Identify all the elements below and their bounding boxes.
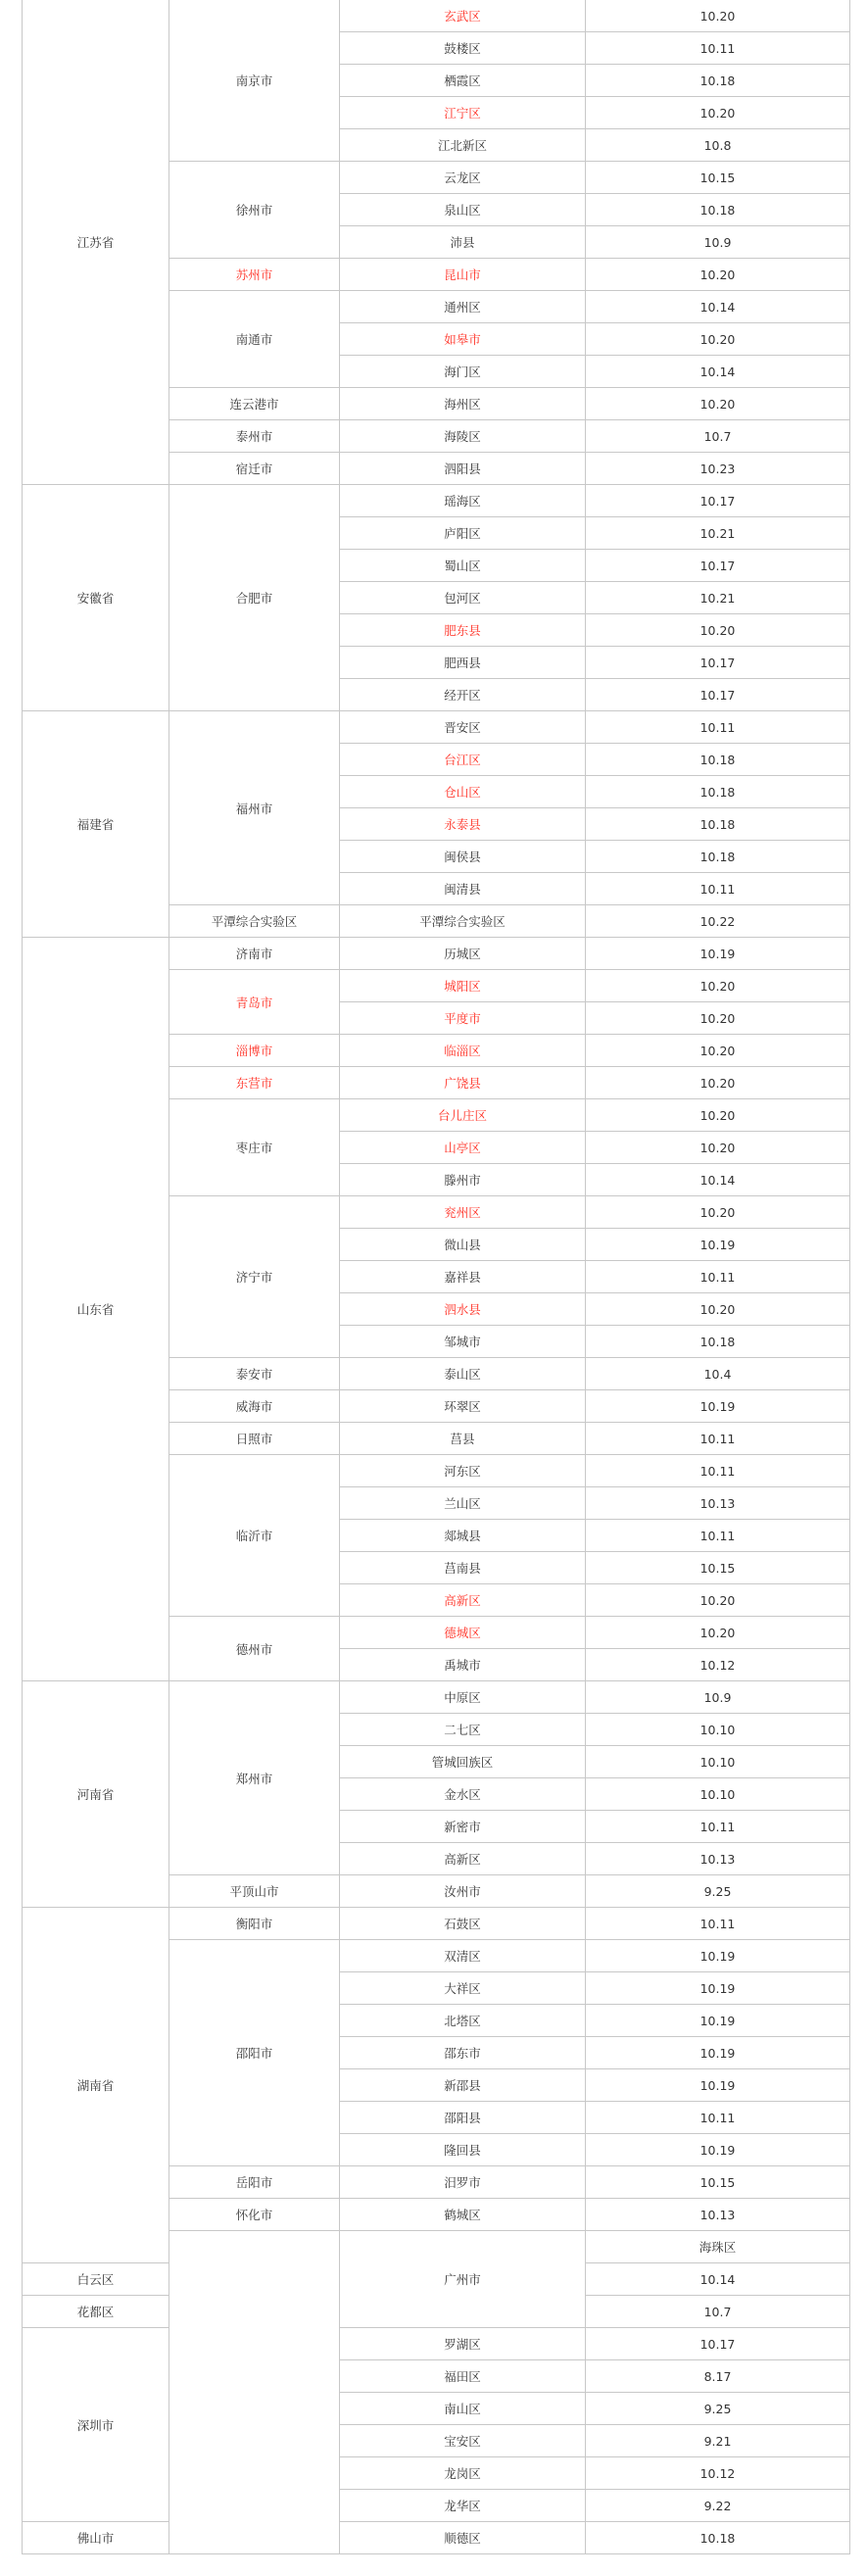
date-cell: 10.10 xyxy=(586,1714,850,1746)
date-cell: 10.14 xyxy=(586,2263,850,2296)
district-cell: 河东区 xyxy=(340,1455,586,1487)
city-cell: 怀化市 xyxy=(169,2199,340,2231)
date-cell: 10.19 xyxy=(586,1390,850,1423)
city-cell: 枣庄市 xyxy=(169,1099,340,1196)
table-row xyxy=(23,2522,850,2554)
city-cell: 广州市 xyxy=(340,2231,586,2328)
district-cell: 历城区 xyxy=(340,938,586,970)
district-cell: 江宁区 xyxy=(340,97,586,129)
city-cell: 苏州市 xyxy=(169,259,340,291)
district-cell: 管城回族区 xyxy=(340,1746,586,1778)
district-cell: 嘉祥县 xyxy=(340,1261,586,1293)
date-cell: 10.20 xyxy=(586,97,850,129)
district-cell: 莒县 xyxy=(340,1423,586,1455)
district-cell: 玄武区 xyxy=(340,0,586,32)
date-cell: 10.19 xyxy=(586,938,850,970)
province-cell: 安徽省 xyxy=(23,485,169,711)
district-cell: 郯城县 xyxy=(340,1520,586,1552)
district-cell: 顺德区 xyxy=(340,2522,586,2554)
district-cell: 庐阳区 xyxy=(340,517,586,550)
city-cell: 岳阳市 xyxy=(169,2166,340,2199)
city-cell: 南京市 xyxy=(169,0,340,162)
date-cell: 10.17 xyxy=(586,485,850,517)
province-cell: 江苏省 xyxy=(23,0,169,485)
district-cell: 包河区 xyxy=(340,582,586,614)
table-row xyxy=(23,938,850,970)
city-cell: 日照市 xyxy=(169,1423,340,1455)
date-cell: 10.11 xyxy=(586,873,850,905)
date-cell: 10.11 xyxy=(586,1261,850,1293)
district-cell: 蜀山区 xyxy=(340,550,586,582)
district-cell: 环翠区 xyxy=(340,1390,586,1423)
table-row xyxy=(23,1908,850,1940)
city-cell: 青岛市 xyxy=(169,970,340,1035)
district-cell: 闽清县 xyxy=(340,873,586,905)
district-cell: 高新区 xyxy=(340,1584,586,1617)
district-cell: 沛县 xyxy=(340,226,586,259)
date-cell: 10.11 xyxy=(586,32,850,65)
date-cell: 10.9 xyxy=(586,1681,850,1714)
province-cell: 湖南省 xyxy=(23,1908,169,2263)
date-cell: 10.18 xyxy=(586,808,850,841)
date-cell: 10.11 xyxy=(586,1520,850,1552)
district-cell: 龙岗区 xyxy=(340,2457,586,2490)
date-cell: 10.10 xyxy=(586,1746,850,1778)
district-cell: 莒南县 xyxy=(340,1552,586,1584)
district-cell: 滕州市 xyxy=(340,1164,586,1196)
date-cell: 10.11 xyxy=(586,711,850,744)
date-cell: 10.19 xyxy=(586,2037,850,2069)
date-cell: 10.18 xyxy=(586,744,850,776)
date-cell: 10.8 xyxy=(586,129,850,162)
date-cell: 10.23 xyxy=(586,453,850,485)
city-cell: 邵阳市 xyxy=(169,1940,340,2166)
table-row xyxy=(23,711,850,744)
district-cell: 泗阳县 xyxy=(340,453,586,485)
date-cell: 10.17 xyxy=(586,550,850,582)
table-row xyxy=(23,485,850,517)
date-cell: 9.25 xyxy=(586,2393,850,2425)
district-cell: 昆山市 xyxy=(340,259,586,291)
district-cell: 城阳区 xyxy=(340,970,586,1002)
date-cell: 10.19 xyxy=(586,1229,850,1261)
city-cell: 徐州市 xyxy=(169,162,340,259)
city-cell: 泰州市 xyxy=(169,420,340,453)
date-cell: 10.18 xyxy=(586,776,850,808)
city-cell: 临沂市 xyxy=(169,1455,340,1617)
province-cell xyxy=(169,2231,340,2554)
date-cell: 10.11 xyxy=(586,1811,850,1843)
date-cell: 10.14 xyxy=(586,1164,850,1196)
district-cell: 花都区 xyxy=(23,2296,169,2328)
date-cell: 8.17 xyxy=(586,2360,850,2393)
date-cell: 10.19 xyxy=(586,2134,850,2166)
district-cell: 海门区 xyxy=(340,356,586,388)
date-cell: 10.13 xyxy=(586,1843,850,1875)
district-cell: 南山区 xyxy=(340,2393,586,2425)
district-cell: 邵东市 xyxy=(340,2037,586,2069)
table-row xyxy=(23,1681,850,1714)
date-cell: 10.20 xyxy=(586,388,850,420)
district-cell: 德城区 xyxy=(340,1617,586,1649)
district-cell: 新密市 xyxy=(340,1811,586,1843)
city-cell: 连云港市 xyxy=(169,388,340,420)
district-cell: 台江区 xyxy=(340,744,586,776)
date-cell: 9.22 xyxy=(586,2490,850,2522)
district-cell: 江北新区 xyxy=(340,129,586,162)
city-cell: 泰安市 xyxy=(169,1358,340,1390)
date-cell: 10.7 xyxy=(586,420,850,453)
district-cell: 永泰县 xyxy=(340,808,586,841)
district-cell: 肥西县 xyxy=(340,647,586,679)
date-cell: 10.21 xyxy=(586,582,850,614)
date-cell: 10.15 xyxy=(586,1552,850,1584)
city-cell: 宿迁市 xyxy=(169,453,340,485)
district-cell: 白云区 xyxy=(23,2263,169,2296)
district-cell: 瑶海区 xyxy=(340,485,586,517)
district-cell: 邵阳县 xyxy=(340,2102,586,2134)
district-cell: 通州区 xyxy=(340,291,586,323)
city-cell: 东营市 xyxy=(169,1067,340,1099)
date-cell: 10.7 xyxy=(586,2296,850,2328)
date-cell: 10.11 xyxy=(586,1423,850,1455)
district-cell: 晋安区 xyxy=(340,711,586,744)
district-cell: 二七区 xyxy=(340,1714,586,1746)
date-cell: 9.21 xyxy=(586,2425,850,2457)
date-cell: 10.20 xyxy=(586,1196,850,1229)
district-cell: 新邵县 xyxy=(340,2069,586,2102)
district-cell: 经开区 xyxy=(340,679,586,711)
date-cell: 10.20 xyxy=(586,259,850,291)
date-cell: 10.19 xyxy=(586,1972,850,2005)
district-cell: 兰山区 xyxy=(340,1487,586,1520)
district-cell: 双清区 xyxy=(340,1940,586,1972)
district-cell: 临淄区 xyxy=(340,1035,586,1067)
date-cell: 10.14 xyxy=(586,356,850,388)
table-row xyxy=(23,2328,850,2360)
date-cell: 10.15 xyxy=(586,2166,850,2199)
district-cell: 福田区 xyxy=(340,2360,586,2393)
date-cell: 10.17 xyxy=(586,679,850,711)
date-cell: 10.20 xyxy=(586,1132,850,1164)
city-cell: 平顶山市 xyxy=(169,1875,340,1908)
district-cell: 汝州市 xyxy=(340,1875,586,1908)
date-cell: 10.18 xyxy=(586,1326,850,1358)
district-cell: 云龙区 xyxy=(340,162,586,194)
district-cell: 泰山区 xyxy=(340,1358,586,1390)
district-cell: 平潭综合实验区 xyxy=(340,905,586,938)
district-schedule-table xyxy=(22,0,850,2554)
district-cell: 广饶县 xyxy=(340,1067,586,1099)
district-cell: 罗湖区 xyxy=(340,2328,586,2360)
date-cell: 10.9 xyxy=(586,226,850,259)
district-cell: 栖霞区 xyxy=(340,65,586,97)
district-cell: 海陵区 xyxy=(340,420,586,453)
district-cell: 兖州区 xyxy=(340,1196,586,1229)
district-cell: 鼓楼区 xyxy=(340,32,586,65)
date-cell: 10.17 xyxy=(586,647,850,679)
date-cell: 10.18 xyxy=(586,2522,850,2554)
date-cell: 10.10 xyxy=(586,1778,850,1811)
city-cell: 济南市 xyxy=(169,938,340,970)
date-cell: 10.21 xyxy=(586,517,850,550)
district-cell: 金水区 xyxy=(340,1778,586,1811)
district-cell: 石鼓区 xyxy=(340,1908,586,1940)
date-cell: 10.18 xyxy=(586,194,850,226)
district-cell: 禹城市 xyxy=(340,1649,586,1681)
date-cell: 10.20 xyxy=(586,614,850,647)
date-cell: 10.20 xyxy=(586,1099,850,1132)
city-cell: 福州市 xyxy=(169,711,340,905)
date-cell: 10.20 xyxy=(586,1035,850,1067)
date-cell: 10.18 xyxy=(586,65,850,97)
district-cell: 邹城市 xyxy=(340,1326,586,1358)
table-body xyxy=(23,0,850,2554)
district-cell: 海州区 xyxy=(340,388,586,420)
date-cell: 10.20 xyxy=(586,1617,850,1649)
date-cell: 10.12 xyxy=(586,1649,850,1681)
district-cell: 鹤城区 xyxy=(340,2199,586,2231)
date-cell: 10.20 xyxy=(586,970,850,1002)
province-cell: 山东省 xyxy=(23,938,169,1681)
date-cell: 10.11 xyxy=(586,1455,850,1487)
city-cell: 郑州市 xyxy=(169,1681,340,1875)
date-cell: 10.19 xyxy=(586,2005,850,2037)
date-cell: 9.25 xyxy=(586,1875,850,1908)
province-cell: 福建省 xyxy=(23,711,169,938)
city-cell: 佛山市 xyxy=(23,2522,169,2554)
city-cell: 淄博市 xyxy=(169,1035,340,1067)
date-cell: 10.14 xyxy=(586,291,850,323)
district-cell: 微山县 xyxy=(340,1229,586,1261)
date-cell: 10.11 xyxy=(586,1908,850,1940)
district-cell: 肥东县 xyxy=(340,614,586,647)
district-cell: 泉山区 xyxy=(340,194,586,226)
date-cell: 10.20 xyxy=(586,1067,850,1099)
district-cell: 海珠区 xyxy=(586,2231,850,2263)
province-cell: 河南省 xyxy=(23,1681,169,1908)
district-cell: 宝安区 xyxy=(340,2425,586,2457)
district-cell: 汨罗市 xyxy=(340,2166,586,2199)
date-cell: 10.19 xyxy=(586,2069,850,2102)
city-cell: 深圳市 xyxy=(23,2328,169,2522)
date-cell: 10.13 xyxy=(586,2199,850,2231)
table-row xyxy=(23,0,850,32)
date-cell: 10.20 xyxy=(586,1293,850,1326)
date-cell: 10.17 xyxy=(586,2328,850,2360)
city-cell: 济宁市 xyxy=(169,1196,340,1358)
district-cell: 闽侯县 xyxy=(340,841,586,873)
city-cell: 平潭综合实验区 xyxy=(169,905,340,938)
city-cell: 德州市 xyxy=(169,1617,340,1681)
date-cell: 10.4 xyxy=(586,1358,850,1390)
city-cell: 南通市 xyxy=(169,291,340,388)
district-cell: 仓山区 xyxy=(340,776,586,808)
date-cell: 10.20 xyxy=(586,0,850,32)
date-cell: 10.11 xyxy=(586,2102,850,2134)
date-cell: 10.15 xyxy=(586,162,850,194)
date-cell: 10.20 xyxy=(586,323,850,356)
district-cell: 中原区 xyxy=(340,1681,586,1714)
date-cell: 10.18 xyxy=(586,841,850,873)
city-cell: 衡阳市 xyxy=(169,1908,340,1940)
district-cell: 山亭区 xyxy=(340,1132,586,1164)
date-cell: 10.12 xyxy=(586,2457,850,2490)
district-cell: 龙华区 xyxy=(340,2490,586,2522)
date-cell: 10.20 xyxy=(586,1002,850,1035)
date-cell: 10.22 xyxy=(586,905,850,938)
district-cell: 大祥区 xyxy=(340,1972,586,2005)
city-cell: 威海市 xyxy=(169,1390,340,1423)
district-cell: 北塔区 xyxy=(340,2005,586,2037)
district-cell: 如皋市 xyxy=(340,323,586,356)
date-cell: 10.13 xyxy=(586,1487,850,1520)
district-cell: 隆回县 xyxy=(340,2134,586,2166)
city-cell: 合肥市 xyxy=(169,485,340,711)
date-cell: 10.19 xyxy=(586,1940,850,1972)
date-cell: 10.20 xyxy=(586,1584,850,1617)
district-cell: 高新区 xyxy=(340,1843,586,1875)
district-cell: 泗水县 xyxy=(340,1293,586,1326)
district-cell: 台儿庄区 xyxy=(340,1099,586,1132)
district-cell: 平度市 xyxy=(340,1002,586,1035)
